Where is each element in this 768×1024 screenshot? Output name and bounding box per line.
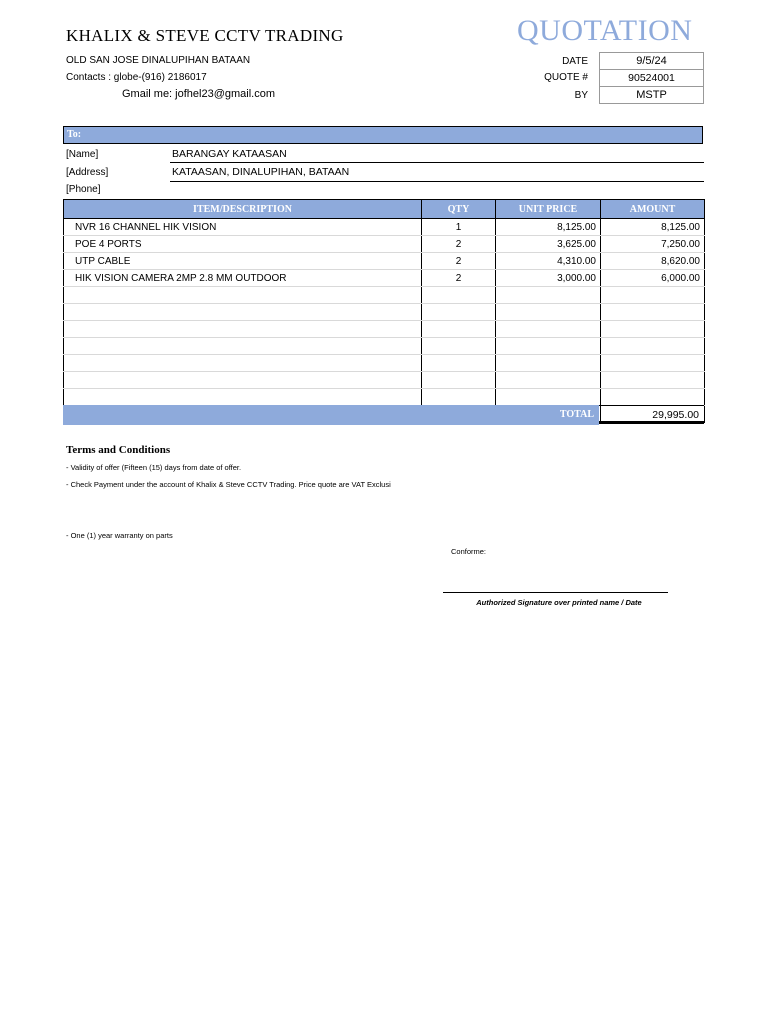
empty-table-row [64, 338, 705, 355]
company-name: KHALIX & STEVE CCTV TRADING [66, 26, 344, 45]
item-unit-price: 8,125.00 [496, 219, 601, 236]
item-description: HIK VISION CAMERA 2MP 2.8 MM OUTDOOR [64, 270, 422, 287]
empty-table-row [64, 304, 705, 321]
customer-name-label: [Name] [66, 149, 99, 160]
term-warranty: - One (1) year warranty on parts [66, 531, 173, 540]
item-unit-price: 3,000.00 [496, 270, 601, 287]
by-label: BY [574, 90, 588, 101]
date-label: DATE [562, 56, 588, 67]
item-qty: 2 [422, 270, 496, 287]
customer-phone-label: [Phone] [66, 184, 101, 195]
item-unit-price: 3,625.00 [496, 236, 601, 253]
item-description: UTP CABLE [64, 253, 422, 270]
terms-title: Terms and Conditions [66, 444, 171, 456]
table-row [64, 219, 705, 236]
customer-name-underline [170, 162, 704, 163]
header-item-description: ITEM/DESCRIPTION [64, 200, 422, 219]
empty-table-row [64, 389, 705, 406]
date-value: 9/5/24 [599, 52, 704, 70]
item-qty: 2 [422, 253, 496, 270]
term-validity: - Validity of offer (Fifteen (15) days from date of offer. [66, 463, 242, 472]
document-title: QUOTATION [517, 14, 693, 47]
header-qty: QTY [422, 200, 496, 219]
company-email: Gmail me: jofhel23@gmail.com [122, 88, 275, 100]
quote-number-label: QUOTE # [544, 72, 588, 83]
item-description: POE 4 PORTS [64, 236, 422, 253]
item-amount: 8,125.00 [601, 219, 705, 236]
empty-table-row [64, 355, 705, 372]
by-value: MSTP [599, 86, 704, 104]
header-amount: AMOUNT [601, 200, 705, 219]
customer-address-label: [Address] [66, 167, 109, 178]
item-qty: 1 [422, 219, 496, 236]
empty-table-row [64, 372, 705, 389]
signature-caption: Authorized Signature over printed name / Date [476, 598, 642, 607]
item-amount: 6,000.00 [601, 270, 705, 287]
customer-name-value: BARANGAY KATAASAN [172, 148, 287, 160]
customer-address-value: KATAASAN, DINALUPIHAN, BATAAN [172, 166, 350, 178]
total-value: 29,995.00 [599, 405, 704, 424]
term-payment: - Check Payment under the account of Khalix & Steve CCTV Trading. Price quote are VAT Exclusi [66, 480, 391, 489]
table-row [64, 236, 705, 253]
item-amount: 8,620.00 [601, 253, 705, 270]
customer-address-underline [170, 181, 704, 182]
to-header: To: [63, 126, 703, 144]
total-label: TOTAL [63, 405, 599, 425]
item-unit-price: 4,310.00 [496, 253, 601, 270]
empty-table-row [64, 321, 705, 338]
items-table [63, 199, 705, 423]
quote-number-value: 90524001 [599, 69, 704, 87]
table-row [64, 253, 705, 270]
table-row [64, 270, 705, 287]
items-header-row [64, 200, 705, 219]
item-amount: 7,250.00 [601, 236, 705, 253]
signature-line [443, 592, 668, 593]
header-unit-price: UNIT PRICE [496, 200, 601, 219]
company-contacts: Contacts : globe-(916) 2186017 [66, 72, 207, 83]
item-description: NVR 16 CHANNEL HIK VISION [64, 219, 422, 236]
company-address: OLD SAN JOSE DINALUPIHAN BATAAN [66, 55, 251, 66]
item-qty: 2 [422, 236, 496, 253]
conforme-label: Conforme: [451, 547, 487, 556]
empty-table-row [64, 287, 705, 304]
